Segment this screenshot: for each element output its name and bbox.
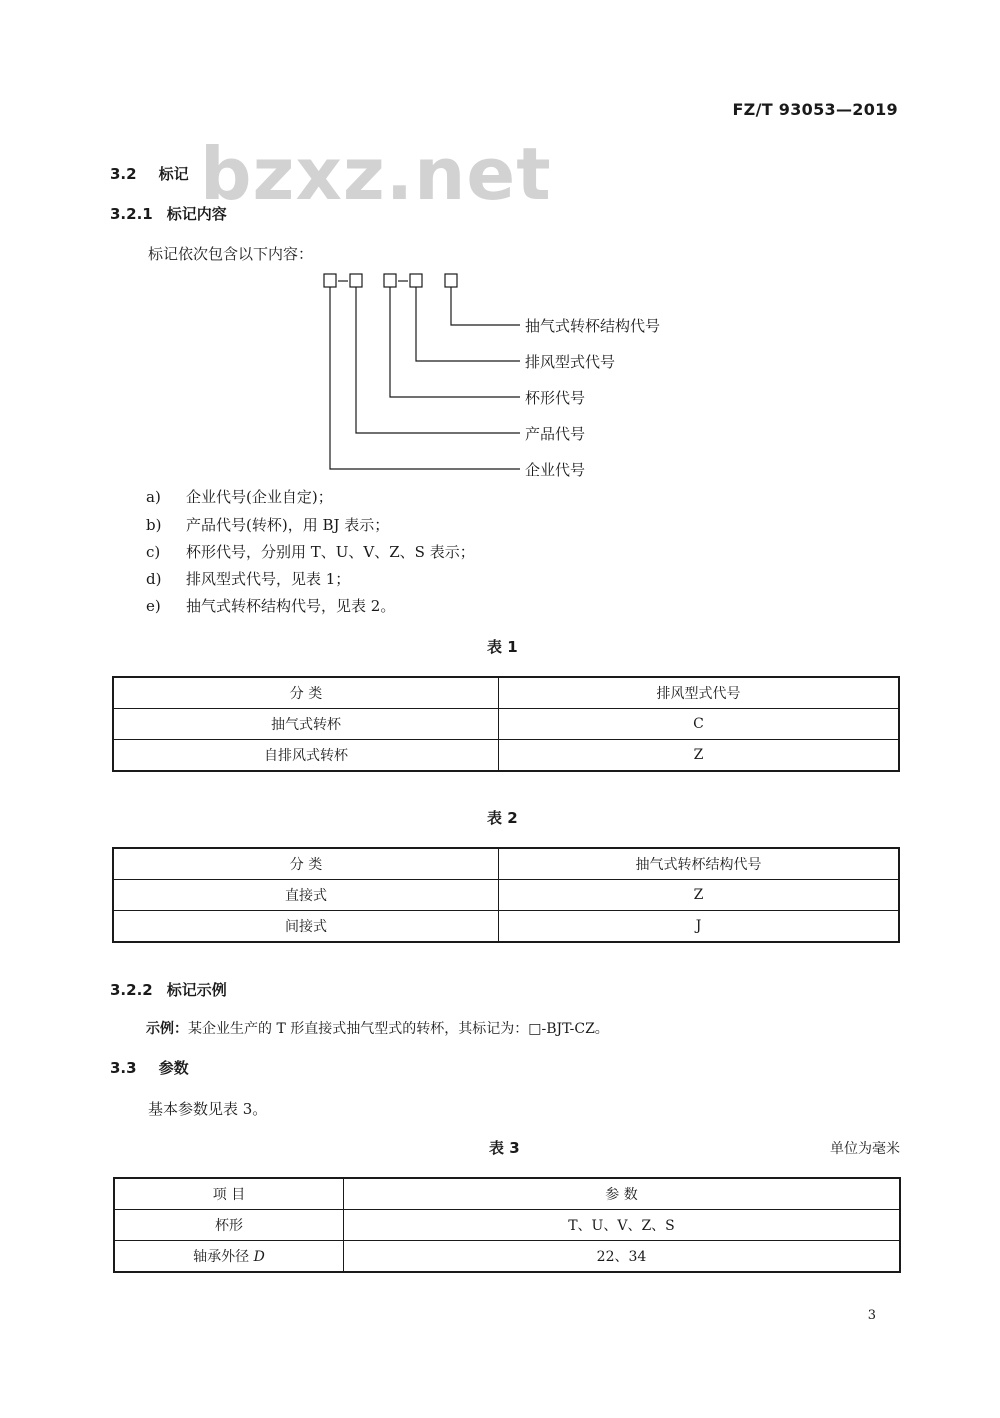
table-2: [112, 847, 900, 943]
section-number: 3.2: [110, 165, 137, 183]
leader-line-4: [356, 287, 520, 433]
table-header-row: [113, 677, 899, 709]
diagram-label-exhaust-code: 排风型式代号: [525, 353, 616, 371]
table-header-cell: 项 目: [114, 1178, 344, 1210]
table-cell: 直接式: [113, 880, 499, 911]
table-header-cell: 分 类: [113, 677, 499, 709]
leader-line-5: [330, 287, 520, 469]
watermark: bzxz.net: [200, 132, 552, 216]
section-title: 标记内容: [166, 205, 227, 223]
list-item-label: e): [146, 597, 161, 615]
list-item: [146, 541, 475, 562]
table-row: [113, 740, 899, 772]
table-cell: T、U、V、Z、S: [344, 1210, 901, 1241]
list-item-text: 排风型式代号，见表 1；: [186, 570, 351, 588]
list-item-label: d): [146, 570, 162, 588]
marking-diagram: [0, 0, 1000, 500]
table-cell: 自排风式转杯: [113, 740, 499, 772]
table-3: [113, 1177, 901, 1273]
list-item-label: b): [146, 516, 162, 534]
list-item-text: 抽气式转杯结构代号，见表 2。: [186, 597, 396, 615]
table-header-cell: 排风型式代号: [499, 677, 900, 709]
example-prefix: 示例：: [146, 1021, 188, 1037]
diagram-label-enterprise-code: 企业代号: [525, 461, 586, 479]
code-box-4: [410, 274, 422, 287]
list-item: [146, 595, 395, 616]
table-cell: [114, 1210, 344, 1241]
diagram-label-structure-code: 抽气式转杯结构代号: [525, 317, 661, 335]
section-number: 3.2.1: [110, 205, 153, 223]
list-item-text: 杯形代号，分别用 T、U、V、Z、S 表示；: [186, 543, 475, 561]
table-row: [113, 880, 899, 911]
table-1: [112, 676, 900, 772]
section-number: 3.2.2: [110, 981, 153, 999]
table-header-cell: 分 类: [113, 848, 499, 880]
section-title: 参数: [158, 1059, 189, 1077]
code-box-3: [384, 274, 396, 287]
list-item: [146, 486, 333, 507]
table-cell: 抽气式转杯: [113, 709, 499, 740]
table-cell: 22、34: [344, 1241, 901, 1273]
table-header-cell: 抽气式转杯结构代号: [499, 848, 900, 880]
standard-number: FZ/T 93053—2019: [732, 100, 898, 119]
marking-example: [146, 1018, 609, 1038]
table-row: [113, 911, 899, 943]
table-cell: Z: [499, 740, 900, 772]
table-row: [113, 709, 899, 740]
leader-line-1: [451, 287, 520, 325]
table-row: [114, 1210, 900, 1241]
list-item-label: a): [146, 488, 161, 506]
table-1-title: 表 1: [487, 638, 518, 656]
table-cell: [114, 1241, 344, 1273]
diagram-label-cup-shape-code: 杯形代号: [525, 389, 586, 407]
table-2-title: 表 2: [487, 809, 518, 827]
parameters-intro: 基本参数见表 3。: [148, 1100, 268, 1118]
table-cell: 间接式: [113, 911, 499, 943]
item-name: 轴承外径: [193, 1249, 254, 1265]
table-cell: J: [499, 911, 900, 943]
section-3-3-heading: [110, 1057, 189, 1078]
item-name: 杯形: [215, 1218, 243, 1234]
section-number: 3.3: [110, 1059, 137, 1077]
table-header-cell: 参 数: [344, 1178, 901, 1210]
list-item-label: c): [146, 543, 161, 561]
list-item-text: 企业代号(企业自定)；: [186, 488, 333, 506]
table-header-row: [113, 848, 899, 880]
section-3-2-2-heading: [110, 979, 227, 1000]
code-box-1: [324, 274, 336, 287]
table-cell: Z: [499, 880, 900, 911]
diagram-label-product-code: 产品代号: [525, 425, 586, 443]
example-text: 某企业生产的 T 形直接式抽气型式的转杯，其标记为：□-BJT-CZ。: [188, 1021, 609, 1037]
section-title: 标记: [158, 165, 189, 183]
table-header-row: [114, 1178, 900, 1210]
list-item-text: 产品代号(转杯)，用 BJ 表示；: [186, 516, 390, 534]
item-variable: D: [253, 1249, 265, 1265]
list-item: [146, 568, 350, 589]
marking-intro: 标记依次包含以下内容：: [148, 245, 314, 263]
list-item: [146, 514, 389, 535]
code-box-5: [445, 274, 457, 287]
code-box-2: [350, 274, 362, 287]
table-3-unit: 单位为毫米: [830, 1141, 900, 1157]
table-3-title: 表 3: [489, 1139, 520, 1157]
table-row: [114, 1241, 900, 1273]
leader-line-3: [390, 287, 520, 397]
page-number: 3: [867, 1308, 876, 1323]
leader-line-2: [416, 287, 520, 361]
section-title: 标记示例: [166, 981, 227, 999]
table-cell: C: [499, 709, 900, 740]
